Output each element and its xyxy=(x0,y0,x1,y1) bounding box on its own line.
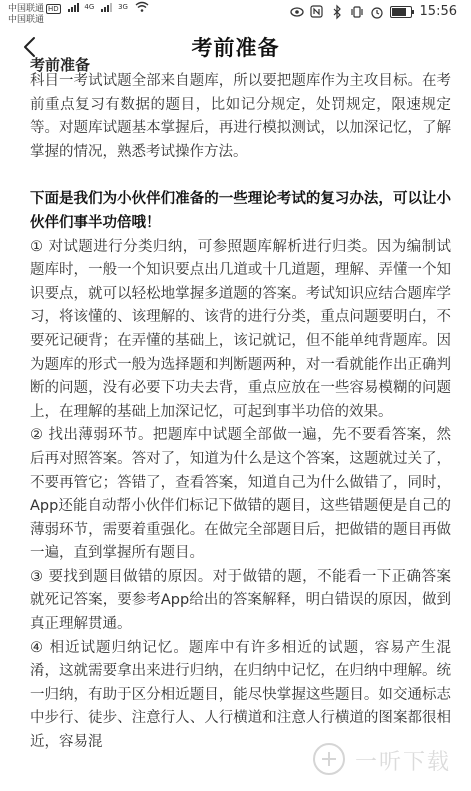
bluetooth-icon xyxy=(330,5,344,19)
hd-badge: HD xyxy=(48,5,59,13)
tip-paragraph-3: ③ 要找到题目做错的原因。对于做错的题，不能看一下正确答案就死记答案，要参考App给出的答案解释，明白错误的原因，做到真正理解贯通。 xyxy=(30,568,451,633)
wifi-icon xyxy=(135,2,149,15)
nfc-icon xyxy=(310,5,324,19)
tip-paragraph-1: ① 对试题进行分类归纳，可参照题库解析进行归类。因为编制试题库时，一般一个知识要点出几道或十几道题，理解、弄懂一个知识要点，就可以轻松地掌握多道题的答案。考试知识应结合题库学习，将该懂的、该理解的、该背的进行分类，重点问题要明白，不要死记硬背；在弄懂的基础上，该记就记，但不能单纯背题库。因为题库的形式一般为选择题和判断题两种，对一看就能作出正确判断的问题，没有必要下功夫去背，重点应放在一些容易模糊的问题上，在理解的基础上加深记忆，可起到事半功倍的效果。 xyxy=(30,238,451,420)
alarm-icon xyxy=(370,5,384,19)
watermark xyxy=(311,741,461,777)
article-content[interactable] xyxy=(30,56,451,791)
bold-intro-paragraph: 下面是我们为小伙伴们准备的一些理论考试的复习办法，可以让小伙伴们事半功倍哦！ xyxy=(30,191,451,231)
watermark-logo-icon xyxy=(311,741,347,777)
status-bar xyxy=(0,0,471,24)
carrier-2-label: 中国联通 xyxy=(8,15,45,25)
vibrate-icon xyxy=(350,5,364,19)
network-2-label: 3G xyxy=(118,3,128,11)
watermark-text: 一听下载 xyxy=(354,750,451,775)
tip-paragraph-4: ④ 相近试题归纳记忆。题库中有许多相近的试题，容易产生混淆，这就需要拿出来进行归纳，在归纳中记忆，在归纳中理解。统一归纳，有助于区分相近题目，能尽快掌握这些题目。如交通标志中步行、徒步、注意行人、人行横道和注意人行横道的图案都很相近，容易混 xyxy=(30,639,451,751)
signal-2-icon xyxy=(101,3,115,15)
signal-icon xyxy=(68,3,82,15)
status-icons xyxy=(290,4,457,19)
carrier-info xyxy=(8,2,149,25)
partial-heading: 考前准备 xyxy=(30,56,91,74)
carrier-1-label: 中国联通 xyxy=(8,4,45,14)
status-time: 15:56 xyxy=(419,4,457,19)
intro-paragraph: 科目一考试试题全部来自题库，所以要把题库作为主攻目标。在考前重点复习有数据的题目，比如记分规定，处罚规定，限速规定等。对题库试题基本掌握后，再进行模拟测试，以加深记忆，了解掌握的情况，熟悉考试操作方法。 xyxy=(30,73,451,160)
battery-icon xyxy=(390,6,412,18)
eye-icon xyxy=(290,5,304,19)
page-title: 考前准备 xyxy=(191,36,280,60)
tip-paragraph-2: ② 找出薄弱环节。把题库中试题全部做一遍，先不要看答案，然后再对照答案。答对了，知道为什么是这个答案，这题就过关了，不要再管它；答错了，查看答案，知道自己为什么做错了，同时，App还能自动帮小伙伴们标记下做错的题目，这些错题便是自己的薄弱环节，需要着重强化。在做完全部题目后，把做错的题目再做一遍，直到掌握所有题目。 xyxy=(30,427,451,562)
network-1-label: 4G xyxy=(84,3,95,11)
